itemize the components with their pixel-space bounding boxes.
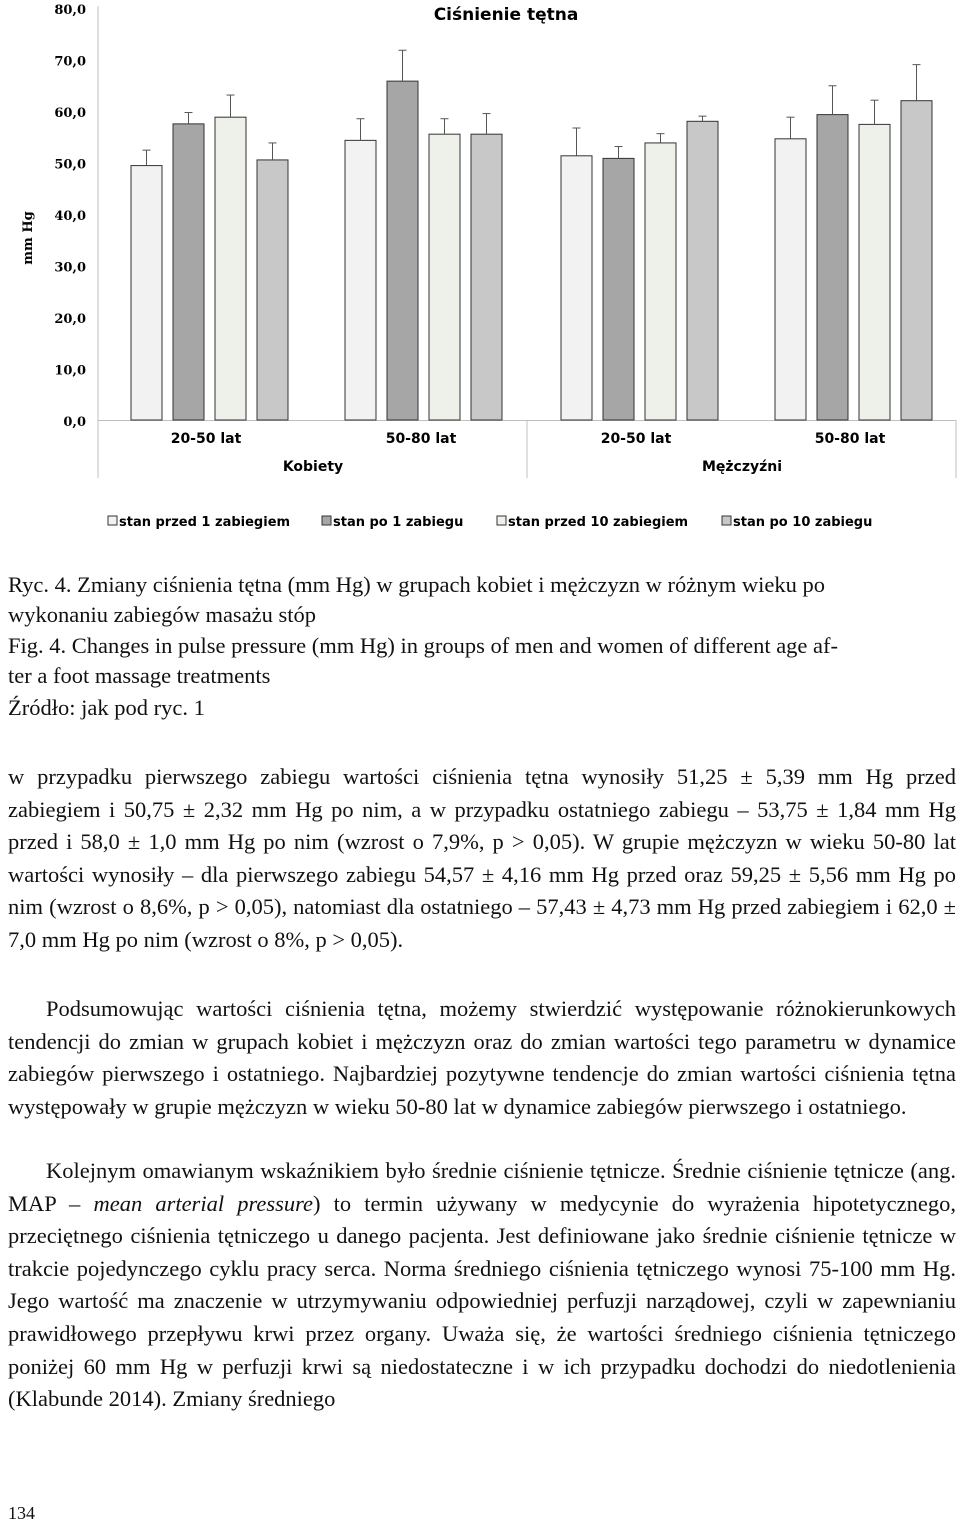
bar-stan-przed-10 (645, 143, 676, 420)
page-number: 134 (8, 1503, 35, 1523)
chart-title: Ciśnienie tętna (433, 5, 579, 25)
y-tick-label: 10,0 (54, 363, 86, 379)
y-tick-label: 70,0 (54, 54, 86, 70)
bar-stan-przed-1 (775, 139, 806, 420)
legend-label: stan po 10 zabiegu (733, 515, 873, 530)
x-group-label: Kobiety (282, 459, 344, 475)
bar-stan-po-1 (817, 115, 848, 420)
x-category-label: 20-50 lat (600, 431, 672, 447)
y-tick-label: 50,0 (54, 157, 86, 173)
legend-swatch (108, 516, 117, 525)
caption-source: Źródło: jak pod ryc. 1 (8, 695, 205, 720)
paragraph-2: Podsumowując wartości ciśnienia tętna, możemy stwierdzić występowanie różnokierunkowych tendencji do zmian w grupach kobiet i mężczyzn oraz do zmian wartości tego parametru w dynamice zabiegów pierwszego i ostatniego. Najbardziej pozytywne tendencje do zmian wartości ciśnienia tętna występowały w grupie mężczyzn w wieku 50-80 lat w dynamice zabiegów pierwszego i ostatniego. (8, 996, 956, 1119)
bar-stan-po-1 (387, 81, 418, 420)
y-axis-label: mm Hg (21, 211, 36, 265)
y-tick-label: 20,0 (54, 312, 86, 327)
y-tick-label: 30,0 (54, 260, 86, 276)
legend-label: stan przed 10 zabiegiem (508, 515, 689, 530)
y-tick-label: 60,0 (54, 106, 86, 121)
bar-stan-po-10 (257, 160, 288, 420)
legend-label: stan przed 1 zabiegiem (119, 515, 291, 530)
y-tick-label: 40,0 (54, 209, 86, 224)
paragraph-3-part-1: Kolejnym omawianym wskaźnikiem było średnie ciśnienie tętnicze. Średnie ciśnienie tętnicze (ang. MAP – (8, 1158, 956, 1216)
paragraph-3-italic-term: mean arterial pressure (93, 1190, 314, 1216)
bar-stan-przed-10 (429, 134, 460, 420)
bar-stan-po-1 (603, 158, 634, 420)
figure-chart (0, 0, 960, 548)
legend-swatch (322, 516, 331, 525)
x-category-label: 20-50 lat (170, 431, 242, 447)
paragraph-3 (8, 1155, 956, 1416)
x-category-label: 50-80 lat (385, 431, 457, 447)
bar-stan-po-10 (471, 134, 502, 420)
paragraph-1: w przypadku pierwszego zabiegu wartości ciśnienia tętna wynosiły 51,25 ± 5,39 mm Hg przed zabiegiem i 50,75 ± 2,32 mm Hg po nim, a w przypadku ostatniego zabiegu – 53,75 ± 1,84 mm Hg przed i 58,0 ± 1,0 mm Hg po nim (wzrost o 7,9%, p > 0,05). W grupie mężczyzn w wieku 50-80 lat wartości wynosiły – dla pierwszego zabiegu 54,57 ± 4,16 mm Hg przed oraz 59,25 ± 5,56 mm Hg po nim (wzrost o 8,6%, p > 0,05), natomiast dla ostatniego – 57,43 ± 4,73 mm Hg przed zabiegiem i 62,0 ± 7,0 mm Hg po nim (wzrost o 8%, p > 0,05). (8, 764, 956, 952)
bar-stan-przed-10 (215, 117, 246, 420)
caption-en-line1: Fig. 4. Changes in pulse pressure (mm Hg) in groups of men and women of different age af- (8, 633, 839, 658)
bar-stan-po-10 (687, 121, 718, 420)
legend-swatch (722, 516, 731, 525)
bar-stan-przed-1 (345, 140, 376, 420)
caption-pl-line2: wykonaniu zabiegów masażu stóp (8, 602, 317, 627)
bar-stan-przed-1 (131, 166, 162, 420)
legend-swatch (497, 516, 506, 525)
bar-stan-przed-1 (561, 156, 592, 420)
legend-label: stan po 1 zabiegu (333, 515, 464, 530)
caption-pl-line1: Ryc. 4. Zmiany ciśnienia tętna (mm Hg) w grupach kobiet i mężczyzn w różnym wieku po (8, 572, 825, 597)
caption-en-line2: ter a foot massage treatments (8, 663, 271, 688)
x-group-label: Mężczyźni (701, 459, 783, 475)
bar-stan-po-1 (173, 124, 204, 420)
paragraph-3-part-2: ) to termin używany w medycynie do wyrażenia hipotetycznego, przeciętnego ciśnienia tętniczego u danego pacjenta. Jest definiowane jako średnie ciśnienie tętnicze w trakcie pojedynczego cyklu pracy serca. Norma średniego ciśnienia tętniczego wynosi 75-100 mm Hg. Jego wartość ma znaczenie w utrzymywaniu odpowiedniej perfuzji narządowej, czyli w zapewnianiu prawidłowego przepływu krwi przez organy. Uważa się, że wartości średniego ciśnienia tętniczego poniżej 60 mm Hg w perfuzji krwi są niedostateczne i w ich przypadku dochodzi do niedotlenienia (Klabunde 2014). Zmiany średniego (8, 1190, 956, 1412)
bar-stan-przed-10 (859, 124, 890, 420)
y-tick-label: 80,0 (54, 3, 86, 18)
bar-chart (0, 0, 960, 548)
bar-stan-po-10 (901, 101, 932, 420)
y-tick-label: 0,0 (63, 415, 86, 430)
x-category-label: 50-80 lat (814, 431, 886, 447)
